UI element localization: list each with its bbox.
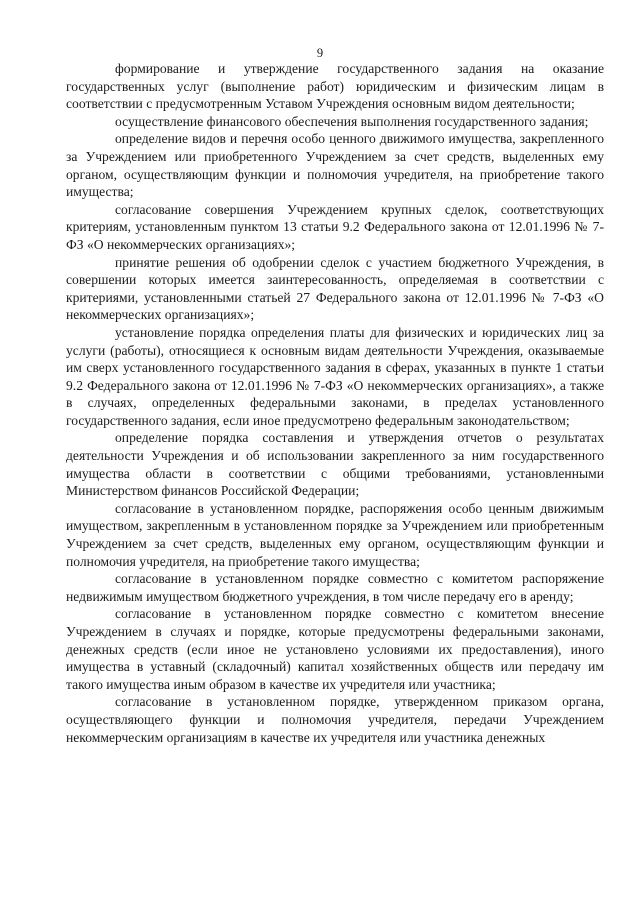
- paragraph-9: согласование в установленном порядке совместно с комитетом распоряжение недвижимым имуществом бюджетного учреждения, в том числе передачу его в аренду;: [66, 571, 604, 604]
- paragraph-11: согласование в установленном порядке, утвержденном приказом органа, осуществляющего функции и полномочия учредителя, передачи Учреждением некоммерческим организациям в качестве их учредителя или участника денежных: [66, 694, 604, 745]
- page-number: 9: [316, 46, 324, 60]
- paragraph-3: определение видов и перечня особо ценного движимого имущества, закрепленного за Учреждением или приобретенного Учреждением за счет средств, выделенных ему органом, осуществляющим функции и полномочия учредителя, на приобретение такого имущества;: [66, 131, 604, 200]
- paragraph-7: определение порядка составления и утверждения отчетов о результатах деятельности Учреждения и об использовании закрепленного за ним государственного имущества области в соответствии с общими требованиями, установленными Министерством финансов Российской Федерации;: [66, 430, 604, 499]
- paragraph-10: согласование в установленном порядке совместно с комитетом внесение Учреждением в случаях и порядке, которые предусмотрены федеральными законами, денежных средств (если иное не установлено условиями их предоставления), иного имущества в уставный (складочный) капитал хозяйственных обществ или передачу им такого имущества иным образом в качестве их учредителя или участника;: [66, 606, 604, 692]
- paragraph-4: согласование совершения Учреждением крупных сделок, соответствующих критериям, установленным пунктом 13 статьи 9.2 Федерального закона от 12.01.1996 № 7-ФЗ «О некоммерческих организациях»;: [66, 201, 604, 252]
- body-text: [66, 60, 604, 746]
- paragraph-5: принятие решения об одобрении сделок с участием бюджетного Учреждения, в совершении которых имеется заинтересованность, определяемая в соответствии с критериями, установленными статьей 27 Федерального закона от 12.01.1996 № 7-ФЗ «О некоммерческих организациях»;: [66, 254, 604, 323]
- paragraph-6: установление порядка определения платы для физических и юридических лиц за услуги (работы), относящиеся к основным видам деятельности Учреждения, оказываемые им сверх установленного государственного задания в сферах, указанных в пункте 1 статьи 9.2 Федерального закона от 12.01.1996 № 7-ФЗ «О некоммерческих организациях», а также в случаях, определенных федеральными законами, в пределах установленного государственного задания, если иное предусмотрено федеральным законодательством;: [66, 324, 604, 428]
- paragraph-1: формирование и утверждение государственного задания на оказание государственных услуг (выполнение работ) юридическим и физическим лицам в соответствии с предусмотренным Уставом Учреждения основным видом деятельности;: [66, 61, 604, 112]
- paragraph-8: согласование в установленном порядке, распоряжения особо ценным движимым имуществом, закрепленным в установленном порядке за Учреждением или приобретенным Учреждением за счет средств, выделенных ему органом, осуществляющим функции и полномочия учредителя, на приобретение такого имущества;: [66, 500, 604, 569]
- paragraph-2: осуществление финансового обеспечения выполнения государственного задания;: [115, 113, 589, 129]
